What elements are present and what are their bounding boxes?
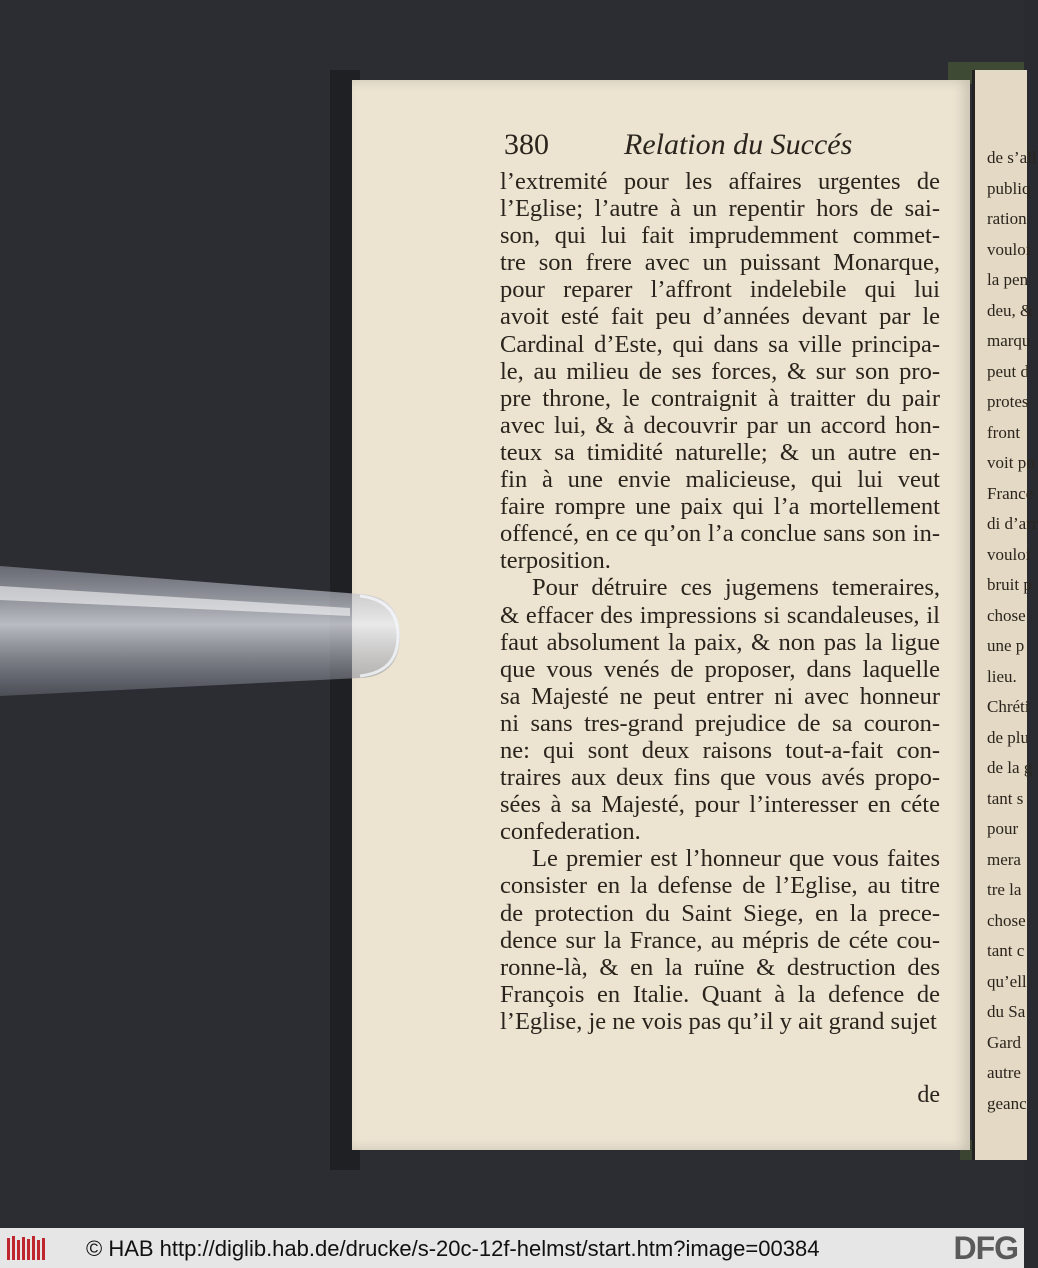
footer-bar: [0, 1228, 1024, 1268]
facing-page-fragment: de s’all: [987, 148, 1037, 167]
text-line: avoit esté fait peu d’années devant par le: [500, 303, 940, 331]
facing-page-fragment: mera: [987, 849, 1021, 869]
facing-page-fragment: bruit p: [987, 575, 1032, 594]
facing-page-fragment: ration: [987, 209, 1027, 228]
text-line: fin à une envie malicieuse, qui lui veut: [500, 466, 940, 494]
text-line: pour reparer l’affront indelebile qui lui: [500, 276, 940, 304]
text-line: dence sur la France, au mépris de céte cou-: [500, 926, 940, 954]
text-line: traires aux deux fins que vous avés propo-: [500, 764, 940, 792]
text-line: terposition.: [500, 547, 611, 575]
text-line: faut absolument la paix, & non pas la ligue: [500, 628, 940, 656]
copyright-url[interactable]: © HAB http://diglib.hab.de/drucke/s-20c-12f-helmst/start.htm?image=00384: [86, 1236, 820, 1261]
facing-page-fragment: protes: [987, 392, 1029, 411]
text-line: l’Eglise; l’autre à un repentir hors de sai-: [500, 195, 940, 223]
text-line: faire rompre une paix qui l’a mortellement: [500, 493, 940, 521]
text-line: ronne-là, & en la ruïne & destruction des: [500, 953, 940, 981]
running-title: Relation du Succés: [624, 128, 853, 161]
facing-page-fragment: chose: [987, 910, 1026, 930]
facing-page-fragment: deu, &: [987, 300, 1034, 320]
facing-page-fragment: du Sa: [987, 1002, 1026, 1021]
facing-page-fragment: front: [987, 422, 1021, 442]
text-line: que vous venés de proposer, dans laquelle: [500, 655, 940, 683]
facing-page-fragment: autre: [987, 1063, 1021, 1082]
facing-page-fragment: de plu: [987, 727, 1030, 747]
facing-page-fragment: peut d: [987, 361, 1030, 381]
text-line: tre son frere avec un puissant Monarque,: [500, 249, 940, 277]
facing-page-fragment: tant s: [987, 788, 1024, 808]
text-line: offencé, en ce qu’on l’a conclue sans son in-: [500, 520, 940, 548]
facing-page-fragment: de la g: [987, 758, 1033, 777]
running-header: [504, 128, 944, 164]
facing-page-fragment: France: [987, 483, 1034, 503]
facing-page-fragment: chose: [987, 605, 1026, 625]
text-line: sées à sa Majesté, pour l’interesser en céte: [500, 791, 940, 819]
text-line: ni sans tres-grand prejudice de sa couron-: [500, 709, 940, 737]
text-line: avec lui, & à decouvrir par un accord hon-: [500, 411, 940, 439]
page-number: 380: [504, 128, 549, 161]
text-line: Pour détruire ces jugemens temeraires,: [532, 574, 940, 602]
facing-page-fragment: qu’ell: [987, 971, 1027, 991]
facing-page-fragment: la pen: [987, 270, 1029, 289]
catchword: de: [917, 1082, 940, 1108]
glass-page-weight: [0, 556, 420, 706]
text-line: l’Eglise, je ne vois pas qu’il y ait grand sujet: [500, 1007, 937, 1035]
page-body-text: [500, 168, 940, 1035]
text-line: consister en la defense de l’Eglise, au titre: [500, 872, 940, 900]
facing-page-fragment: lieu.: [987, 666, 1017, 686]
text-line: Le premier est l’honneur que vous faites: [532, 845, 940, 873]
facing-page-fragment: vouloi: [987, 239, 1031, 259]
text-line: & effacer des impressions si scandaleuses, il: [500, 601, 940, 629]
facing-page-fragment: une p: [987, 636, 1025, 655]
text-line: François en Italie. Quant à la defence de: [500, 980, 940, 1008]
text-line: le, au milieu de ses forces, & sur son pro-: [500, 357, 940, 385]
facing-page: [972, 70, 1038, 1160]
text-line: de protection du Saint Siege, en la prece-: [500, 899, 940, 927]
facing-page-fragment: tant c: [987, 941, 1025, 960]
text-line: Cardinal d’Este, qui dans sa ville principa-: [500, 330, 940, 358]
facing-page-fragment: publiq: [987, 178, 1031, 198]
text-line: pre throne, le contraignit à traitter du pair: [500, 384, 940, 412]
facing-page-fragment: di d’arr: [987, 514, 1038, 533]
text-line: teux sa timidité naturelle; & un autre en-: [500, 438, 940, 466]
text-line: son, qui lui fait imprudemment commet-: [500, 222, 940, 250]
facing-page-fragment: tre la: [987, 880, 1022, 899]
facing-page-fragment: marqu: [987, 331, 1031, 350]
dfg-logo: DFG: [953, 1230, 1018, 1266]
text-line: ne: qui sont deux raisons tout-a-fait con-: [500, 736, 940, 764]
facing-page-fragment: voit po: [987, 453, 1035, 472]
facing-page-fragment: Chréti: [987, 697, 1030, 716]
text-line: confederation.: [500, 818, 641, 846]
hab-logo-icon: [6, 1234, 50, 1262]
text-line: sa Majesté ne peut entrer ni avec honneur: [500, 682, 940, 710]
facing-page-fragment: geanc: [987, 1093, 1027, 1113]
facing-page-fragment: vouloi: [987, 544, 1031, 564]
text-line: l’extremité pour les affaires urgentes de: [500, 168, 940, 195]
facing-page-fragment: Gard: [987, 1032, 1021, 1052]
facing-page-fragment: pour: [987, 819, 1019, 838]
